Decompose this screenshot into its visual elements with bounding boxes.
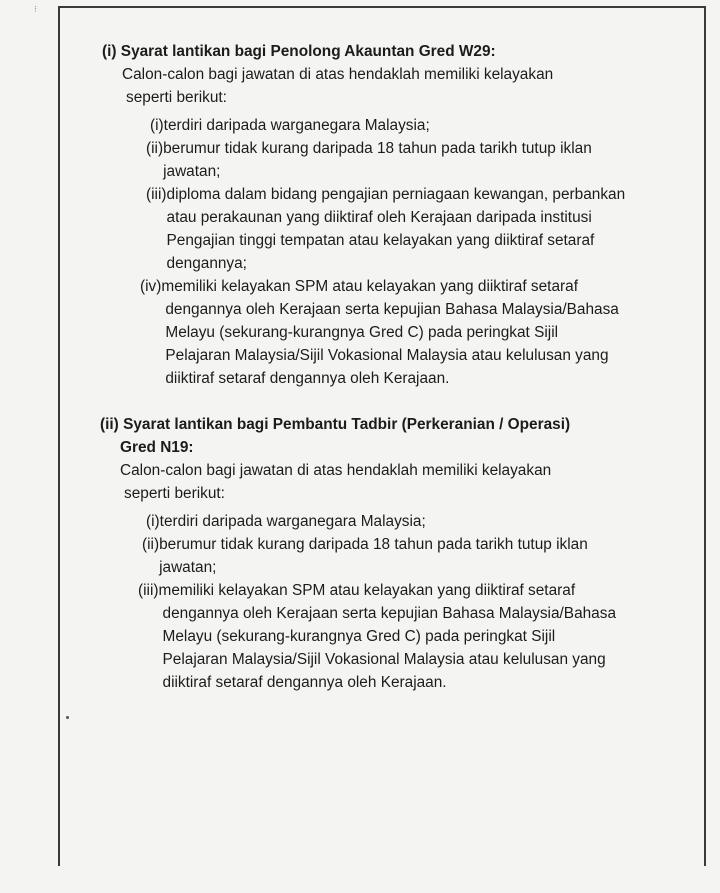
item-line: atau perakaunan yang diiktiraf oleh Kerajaan daripada institusi (166, 209, 592, 226)
item-line: diiktiraf setaraf dengannya oleh Kerajaan. (165, 370, 450, 387)
requirement-item (146, 183, 700, 275)
requirement-list (102, 114, 700, 390)
item-line: Pengajian tinggi tempatan atau kelayakan yang diiktiraf setaraf (166, 232, 595, 249)
scan-mark: ⁝ (34, 4, 37, 14)
item-number: (iv) (140, 278, 162, 295)
item-number: (i) (150, 117, 164, 134)
item-line: Pelajaran Malaysia/Sijil Vokasional Malaysia atau kelulusan yang (162, 651, 606, 668)
item-number: (iii) (138, 582, 159, 599)
section-intro-cont: seperti berikut: (126, 89, 227, 106)
requirement-item (150, 114, 700, 137)
requirement-item (142, 533, 700, 579)
item-text (163, 137, 592, 183)
item-line: jawatan; (159, 559, 217, 576)
item-text (159, 533, 588, 579)
item-number: (ii) (146, 140, 164, 157)
section-heading: (i) Syarat lantikan bagi Penolong Akauntan Gred W29: (102, 43, 496, 60)
item-line: terdiri daripada warganegara Malaysia; (159, 513, 426, 530)
item-text (160, 510, 426, 533)
item-line: berumur tidak kurang daripada 18 tahun pada tarikh tutup iklan (159, 536, 588, 553)
requirement-item (146, 137, 700, 183)
section-intro: Calon-calon bagi jawatan di atas hendaklah memiliki kelayakan (122, 66, 554, 83)
section-intro-cont: seperti berikut: (124, 485, 225, 502)
item-line: memiliki kelayakan SPM atau kelayakan yang diiktiraf setaraf (158, 582, 576, 599)
requirement-item (138, 579, 700, 694)
item-line: memiliki kelayakan SPM atau kelayakan yang diiktiraf setaraf (161, 278, 578, 295)
item-number: (iii) (146, 186, 167, 203)
requirement-item (146, 510, 700, 533)
item-line: berumur tidak kurang daripada 18 tahun pada tarikh tutup iklan (163, 140, 592, 157)
item-number: (i) (146, 513, 160, 530)
item-text (161, 275, 618, 390)
document-body (100, 40, 700, 694)
section-heading: (ii) Syarat lantikan bagi Pembantu Tadbir (Perkeranian / Operasi) (100, 416, 571, 433)
item-line: Melayu (sekurang-kurangnya Gred C) pada peringkat Sijil (162, 628, 556, 645)
item-line: dengannya oleh Kerajaan serta kepujian Bahasa Malaysia/Bahasa (165, 301, 619, 318)
section-heading-cont: Gred N19: (120, 439, 194, 456)
section-penolong-akauntan (102, 40, 700, 390)
requirement-list (100, 510, 700, 694)
item-text (159, 579, 616, 694)
scan-dot (66, 716, 69, 719)
item-number: (ii) (142, 536, 160, 553)
item-text (164, 114, 430, 137)
section-intro: Calon-calon bagi jawatan di atas hendaklah memiliki kelayakan (120, 462, 552, 479)
item-line: Melayu (sekurang-kurangnya Gred C) pada peringkat Sijil (165, 324, 559, 341)
item-line: Pelajaran Malaysia/Sijil Vokasional Malaysia atau kelulusan yang (165, 347, 609, 364)
item-line: diiktiraf setaraf dengannya oleh Kerajaan. (162, 674, 447, 691)
item-line: dengannya; (166, 255, 247, 272)
item-line: diploma dalam bidang pengajian perniagaan kewangan, perbankan (166, 186, 626, 203)
item-text (167, 183, 626, 275)
item-line: dengannya oleh Kerajaan serta kepujian Bahasa Malaysia/Bahasa (162, 605, 616, 622)
item-line: terdiri daripada warganegara Malaysia; (163, 117, 430, 134)
requirement-item (140, 275, 700, 390)
item-line: jawatan; (163, 163, 221, 180)
section-pembantu-tadbir (100, 413, 700, 694)
